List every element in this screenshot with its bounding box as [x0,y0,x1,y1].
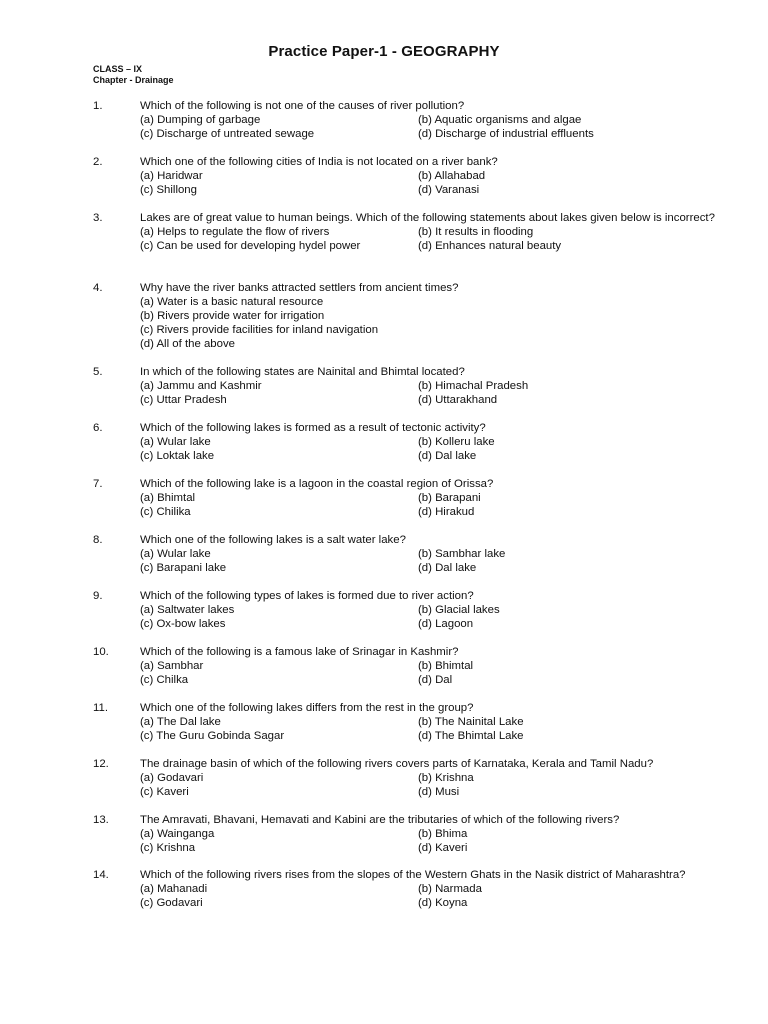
options-list [140,659,733,687]
question-text: Why have the river banks attracted settlers from ancient times? [140,282,459,294]
option-a: (a) Sambhar [140,660,204,672]
option-c: (c) Godavari [140,897,203,909]
option-b: (b) Kolleru lake [418,436,495,448]
question-text: Which of the following is not one of the causes of river pollution? [140,100,465,112]
question-text: Which of the following types of lakes is formed due to river action? [140,590,474,602]
options-list [140,435,733,463]
question-number: 13. [93,814,109,826]
options-list [140,547,733,575]
question-body [140,421,733,463]
options-list [140,295,733,351]
question-body [140,99,733,141]
option-d: (d) Uttarakhand [418,394,498,406]
question-number: 1. [93,100,103,112]
option-a: (a) Godavari [140,772,204,784]
option-d: (d) Kaveri [418,842,468,854]
question-text: Which of the following is a famous lake of Srinagar in Kashmir? [140,646,459,658]
question-body [140,477,733,519]
question-body [140,155,733,197]
question-text: The Amravati, Bhavani, Hemavati and Kabini are the tributaries of which of the following rivers? [140,814,620,826]
option-d: (d) Discharge of industrial effluents [418,128,594,140]
option-a: (a) Jammu and Kashmir [140,380,262,392]
question-number: 4. [93,282,103,294]
option-d: (d) Varanasi [418,184,480,196]
question-number: 12. [93,758,109,770]
question-number: 9. [93,590,103,602]
question-number: 7. [93,478,103,490]
option-c: (c) Kaveri [140,786,189,798]
options-list [140,603,733,631]
question-body [140,701,733,743]
question-text: Lakes are of great value to human beings. Which of the following statements about lakes given below is incorrect? [140,212,715,224]
option-d: (d) The Bhimtal Lake [418,730,524,742]
question-item [93,868,733,910]
option-a: (a) Saltwater lakes [140,604,235,616]
option-c: (c) Shillong [140,184,197,196]
question-body [140,868,733,910]
page-title: Practice Paper-1 - GEOGRAPHY [268,43,500,60]
question-item [93,757,733,799]
question-number: 6. [93,422,103,434]
options-list [140,225,733,253]
question-text: Which of the following lake is a lagoon in the coastal region of Orissa? [140,478,494,490]
question-number: 10. [93,646,109,658]
chapter-label: Chapter - Drainage [93,75,174,85]
option-b: (b) Bhima [418,828,468,840]
option-b: (b) It results in flooding [418,226,534,238]
option-d: (d) Enhances natural beauty [418,240,562,252]
option-d: (d) All of the above [140,338,235,350]
options-list [140,771,733,799]
option-c: (c) Discharge of untreated sewage [140,128,315,140]
question-text: Which of the following lakes is formed as a result of tectonic activity? [140,422,486,434]
option-c: (c) Chilka [140,674,189,686]
option-b: (b) Krishna [418,772,474,784]
question-item [93,701,733,743]
question-item [93,477,733,519]
question-number: 3. [93,212,103,224]
question-text: Which of the following rivers rises from the slopes of the Western Ghats in the Nasik district of Maharashtra? [140,869,686,881]
option-a: (a) The Dal lake [140,716,221,728]
option-d: (d) Dal lake [418,450,477,462]
option-d: (d) Hirakud [418,506,475,518]
question-text: Which one of the following lakes differs from the rest in the group? [140,702,474,714]
option-a: (a) Haridwar [140,170,203,182]
question-body [140,533,733,575]
question-text: Which one of the following cities of India is not located on a river bank? [140,156,498,168]
question-item [93,365,733,407]
options-list [140,491,733,519]
question-item [93,813,733,855]
option-c: (c) Barapani lake [140,562,227,574]
options-list [140,169,733,197]
question-body [140,589,733,631]
option-b: (b) Himachal Pradesh [418,380,529,392]
option-d: (d) Dal lake [418,562,477,574]
options-list [140,882,733,910]
question-item [93,589,733,631]
option-c: (c) Loktak lake [140,450,215,462]
option-d: (d) Dal [418,674,453,686]
question-text: In which of the following states are Nainital and Bhimtal located? [140,366,465,378]
question-number: 5. [93,366,103,378]
option-a: (a) Wainganga [140,828,215,840]
question-body [140,645,733,687]
option-c: (c) Krishna [140,842,196,854]
question-number: 11. [93,702,108,714]
option-d: (d) Lagoon [418,618,474,630]
option-a: (a) Wular lake [140,548,211,560]
option-b: (b) Bhimtal [418,660,474,672]
question-number: 8. [93,534,103,546]
question-item [93,421,733,463]
option-a: (a) Bhimtal [140,492,196,504]
option-d: (d) Musi [418,786,460,798]
option-c: (c) The Guru Gobinda Sagar [140,730,285,742]
question-number: 2. [93,156,103,168]
question-item [93,99,733,141]
option-b: (b) The Nainital Lake [418,716,524,728]
question-body [140,757,733,799]
question-body [140,813,733,855]
option-b: (b) Rivers provide water for irrigation [140,310,325,322]
question-body [140,365,733,407]
option-c: (c) Can be used for developing hydel power [140,240,361,252]
class-label: CLASS – IX [93,64,143,74]
option-b: (b) Glacial lakes [418,604,500,616]
question-item [93,281,733,351]
option-b: (b) Sambhar lake [418,548,506,560]
options-list [140,379,733,407]
question-item [93,211,733,253]
options-list [140,113,733,141]
option-b: (b) Aquatic organisms and algae [418,114,582,126]
question-item [93,533,733,575]
option-c: (c) Rivers provide facilities for inland navigation [140,324,379,336]
option-a: (a) Wular lake [140,436,211,448]
option-a: (a) Dumping of garbage [140,114,261,126]
option-a: (a) Helps to regulate the flow of rivers [140,226,330,238]
option-b: (b) Barapani [418,492,481,504]
option-b: (b) Allahabad [418,170,486,182]
option-d: (d) Koyna [418,897,468,909]
options-list [140,715,733,743]
option-c: (c) Ox-bow lakes [140,618,226,630]
question-body [140,281,733,351]
option-c: (c) Uttar Pradesh [140,394,227,406]
option-a: (a) Mahanadi [140,883,208,895]
question-body [140,211,733,253]
question-number: 14. [93,869,109,881]
question-item [93,645,733,687]
option-b: (b) Narmada [418,883,482,895]
question-item [93,155,733,197]
question-text: The drainage basin of which of the following rivers covers parts of Karnataka, Kerala and Tamil Nadu? [140,758,654,770]
option-c: (c) Chilika [140,506,191,518]
question-text: Which one of the following lakes is a salt water lake? [140,534,406,546]
option-a: (a) Water is a basic natural resource [140,296,324,308]
options-list [140,827,733,855]
